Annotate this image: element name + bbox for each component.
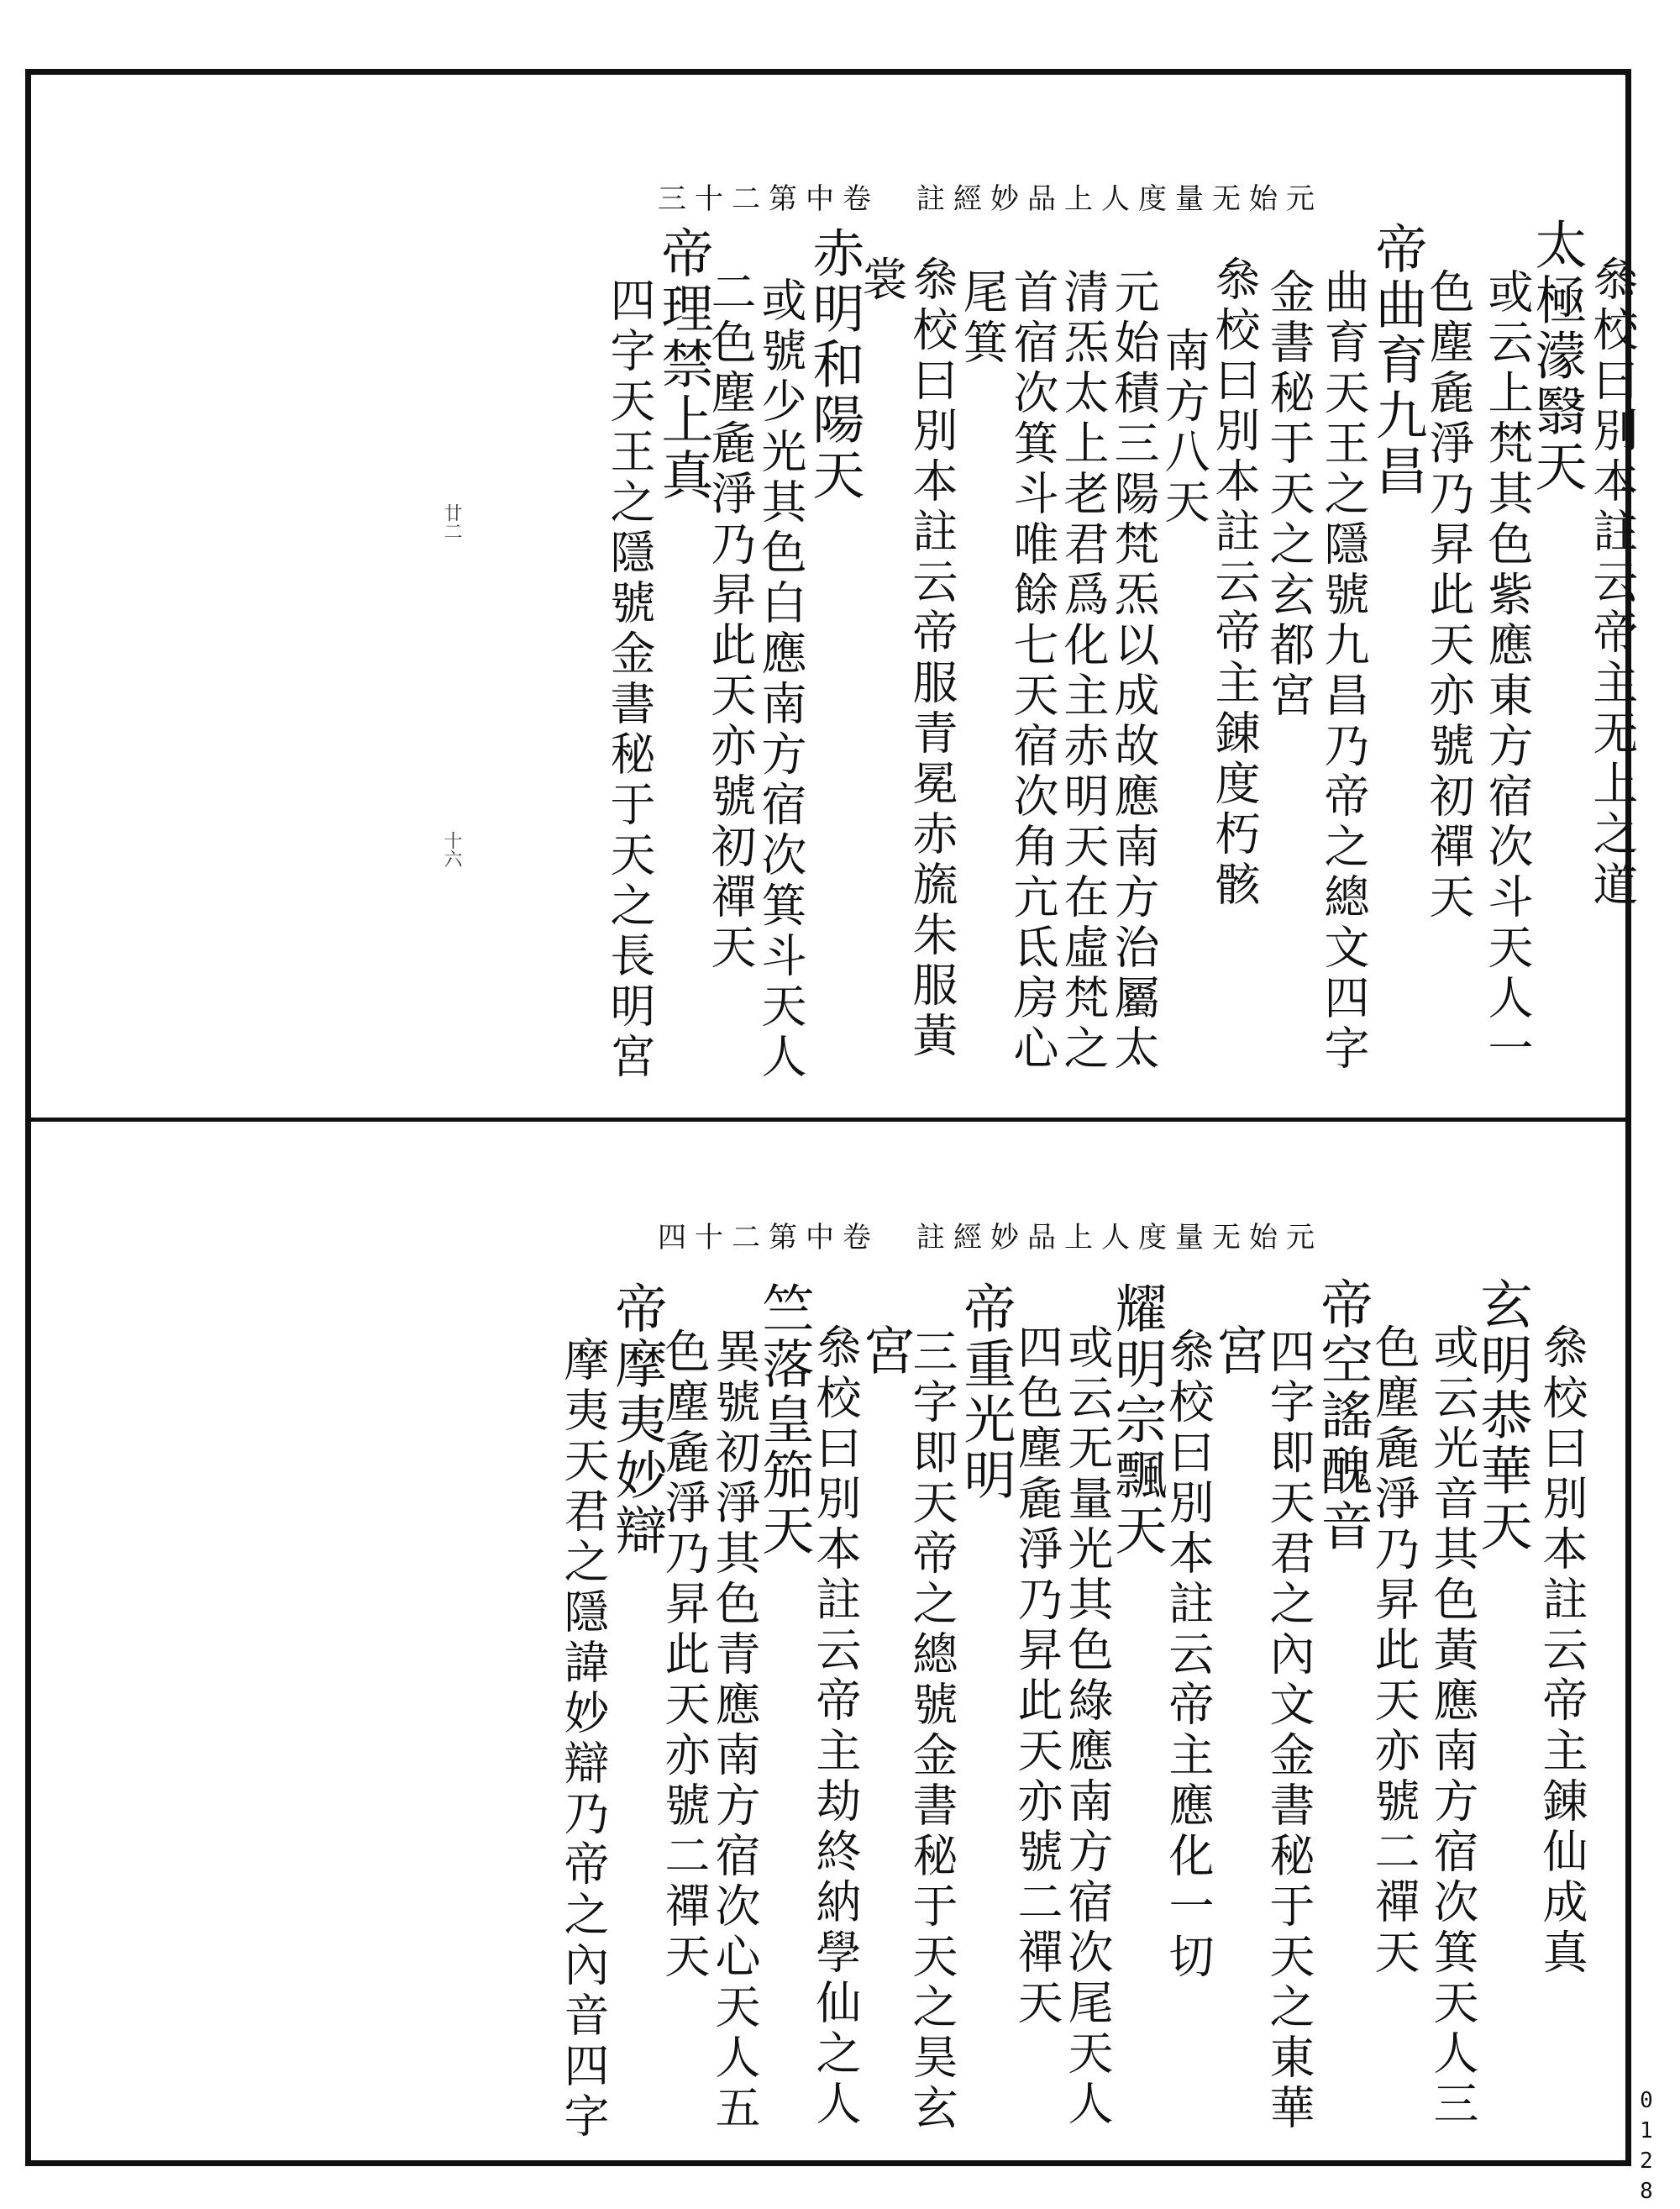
bottom-col-3: 或云光音其色黃應南方宿次箕天人三 (1426, 1323, 1479, 2130)
bottom-col-6: 四字即天君之內文金書秘于天之東華 (1263, 1328, 1315, 2134)
top-col-7: 金書秘于天之玄都宮 (1263, 268, 1315, 722)
marginal-note-2: 十六 (441, 831, 462, 868)
top-col-12: 首宿次箕斗唯餘七天宿次角亢氐房心 (1006, 268, 1059, 1075)
top-col-17: 或號少光其色白應南方宿次箕斗天人 (754, 276, 807, 1083)
top-panel (31, 75, 1639, 1118)
bottom-col-14: 宮 (854, 1323, 916, 1379)
top-col-1: 叅校曰別本註云帝主无上之道 (1586, 255, 1639, 911)
top-col-8: 叅校曰別本註云帝主錬度朽骸 (1208, 255, 1261, 911)
bottom-col-2: 玄明恭華天 (1472, 1277, 1533, 1554)
bottom-col-4: 色塵麁淨乃昇此天亦號二禪天 (1368, 1323, 1420, 1979)
bottom-col-20: 摩夷天君之隱諱妙辯乃帝之內音四字 (557, 1336, 610, 2143)
top-col-10: 元始積三陽梵炁以成故應南方治屬太 (1107, 268, 1160, 1075)
bottom-col-15: 叅校曰別本註云帝主劫終納學仙之人 (809, 1323, 862, 2130)
top-col-16: 赤明和陽天 (804, 226, 865, 503)
bottom-col-16: 竺落皇笳天 (753, 1281, 815, 1559)
bottom-panel (31, 1122, 1625, 2160)
bottom-col-11: 四色塵麁淨乃昇此天亦號二禪天 (1011, 1323, 1063, 2029)
bottom-running-header: 元始无量度人上品妙經註 卷中第二十四 (658, 1221, 1323, 1254)
top-col-4: 色塵麁淨乃昇此天亦號初禪天 (1422, 268, 1475, 923)
bottom-col-1: 叅校曰別本註云帝主錬仙成真 (1536, 1323, 1588, 1979)
top-col-15: 裳 (855, 255, 908, 306)
top-col-3: 或云上梵其色紫應東方宿次斗天人一 (1481, 268, 1534, 1075)
bottom-col-18: 色塵麁淨乃昇此天亦號二禪天 (658, 1328, 711, 1983)
bottom-col-13: 三字即天帝之總號金書秘于天之昊玄 (906, 1328, 958, 2134)
top-col-14: 叅校曰別本註云帝服青冕赤旒朱服黃 (906, 255, 958, 1062)
bottom-col-9: 耀明宗飄天 (1106, 1281, 1168, 1559)
marginal-note-1: 廿二 (441, 503, 462, 540)
page-number: 0128 (1634, 2088, 1659, 2209)
top-col-13: 尾箕 (956, 268, 1009, 369)
bottom-col-19: 帝摩夷妙辯 (606, 1281, 668, 1559)
top-col-18: 二色塵麁淨乃昇此天亦號初禪天 (704, 268, 757, 974)
bottom-col-10: 或云无量光其色綠應南方宿次尾天人 (1061, 1323, 1114, 2130)
top-col-11: 清炁太上老君爲化主赤明天在虛梵之 (1057, 268, 1110, 1075)
top-col-2: 太極濛翳天 (1526, 218, 1588, 495)
top-col-6: 曲育天王之隱號九昌乃帝之總文四字 (1317, 268, 1370, 1075)
top-col-20: 四字天王之隱號金書秘于天之長明宮 (603, 276, 656, 1083)
bottom-col-17: 異號初淨其色青應南方宿次心天人五 (708, 1328, 761, 2134)
top-running-header: 元始无量度人上品妙經註 卷中第二十三 (658, 182, 1323, 216)
bottom-col-8: 叅校曰別本註云帝主應化一切 (1162, 1328, 1215, 1983)
bottom-col-12: 帝重光明 (955, 1281, 1016, 1503)
bottom-col-5: 帝空謠醜音 (1312, 1277, 1373, 1554)
top-col-9: 南方八天 (1158, 327, 1210, 529)
bottom-col-7: 宮 (1207, 1323, 1268, 1379)
top-col-5: 帝曲育九昌 (1367, 222, 1428, 499)
top-col-19: 帝理禁上真 (653, 226, 714, 503)
